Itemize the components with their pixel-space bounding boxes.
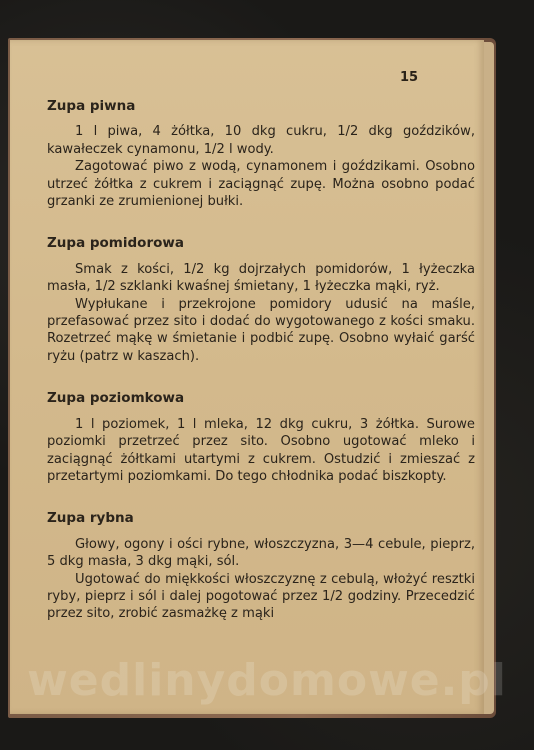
recipe-zupa-rybna: [47, 510, 475, 622]
recipe-title: Zupa rybna: [47, 510, 134, 527]
recipe-instructions: Wypłukane i przekrojone pomidory udusić na maśle, przefasować przez sito i dodać do wygotowanego z kości smaku. Rozetrzeć mąkę w śmietanie i podbić zupę. Osobno wyłaić garść ryżu (patrz w kaszach).: [47, 296, 475, 364]
recipe-zupa-poziomkowa: [47, 390, 475, 485]
page-number: 15: [400, 70, 419, 85]
recipe-zupa-piwna: [47, 98, 475, 210]
recipe-instructions: Ugotować do miękkości włoszczyznę z cebulą, włożyć resztki ryby, pieprz i sól i dalej pogotować przez 1/2 godziny. Przecedzić przez sito, zrobić zasmażkę z mąki: [47, 571, 475, 622]
recipe-content: [47, 98, 475, 648]
recipe-ingredients: Głowy, ogony i ości rybne, włoszczyzna, 3—4 cebule, pieprz, 5 dkg masła, 3 dkg mąki, sól.: [47, 536, 475, 570]
watermark: wedlinydomowe.pl: [27, 655, 507, 706]
recipe-title: Zupa poziomkowa: [47, 390, 185, 407]
recipe-ingredients: Smak z kości, 1/2 kg dojrzałych pomidorów, 1 łyżeczka masła, 1/2 szklanki kwaśnej śmietany, 1 łyżeczka mąki, ryż.: [47, 261, 475, 295]
recipe-zupa-pomidorowa: [47, 235, 475, 365]
recipe-ingredients: 1 l piwa, 4 żółtka, 10 dkg cukru, 1/2 dkg goździków, kawałeczek cynamonu, 1/2 l wody.: [47, 124, 475, 157]
recipe-title: Zupa pomidorowa: [47, 235, 184, 252]
recipe-title: Zupa piwna: [47, 98, 136, 114]
recipe-instructions: 1 l poziomek, 1 l mleka, 12 dkg cukru, 3 żółtka. Surowe poziomki przetrzeć przez sito. Osobno ugotować mleko i zaciągnąć żółtkami utartymi z cukrem. Ostudzić i zmieszać z przetartymi poziomkami. Do tego chłodnika podać biszkopty.: [47, 416, 475, 484]
recipe-instructions: Zagotować piwo z wodą, cynamonem i goździkami. Osobno utrzeć żółtka z cukrem i zaciągnąć zupę. Można osobno podać grzanki ze zrumienionej bułki.: [47, 159, 475, 210]
